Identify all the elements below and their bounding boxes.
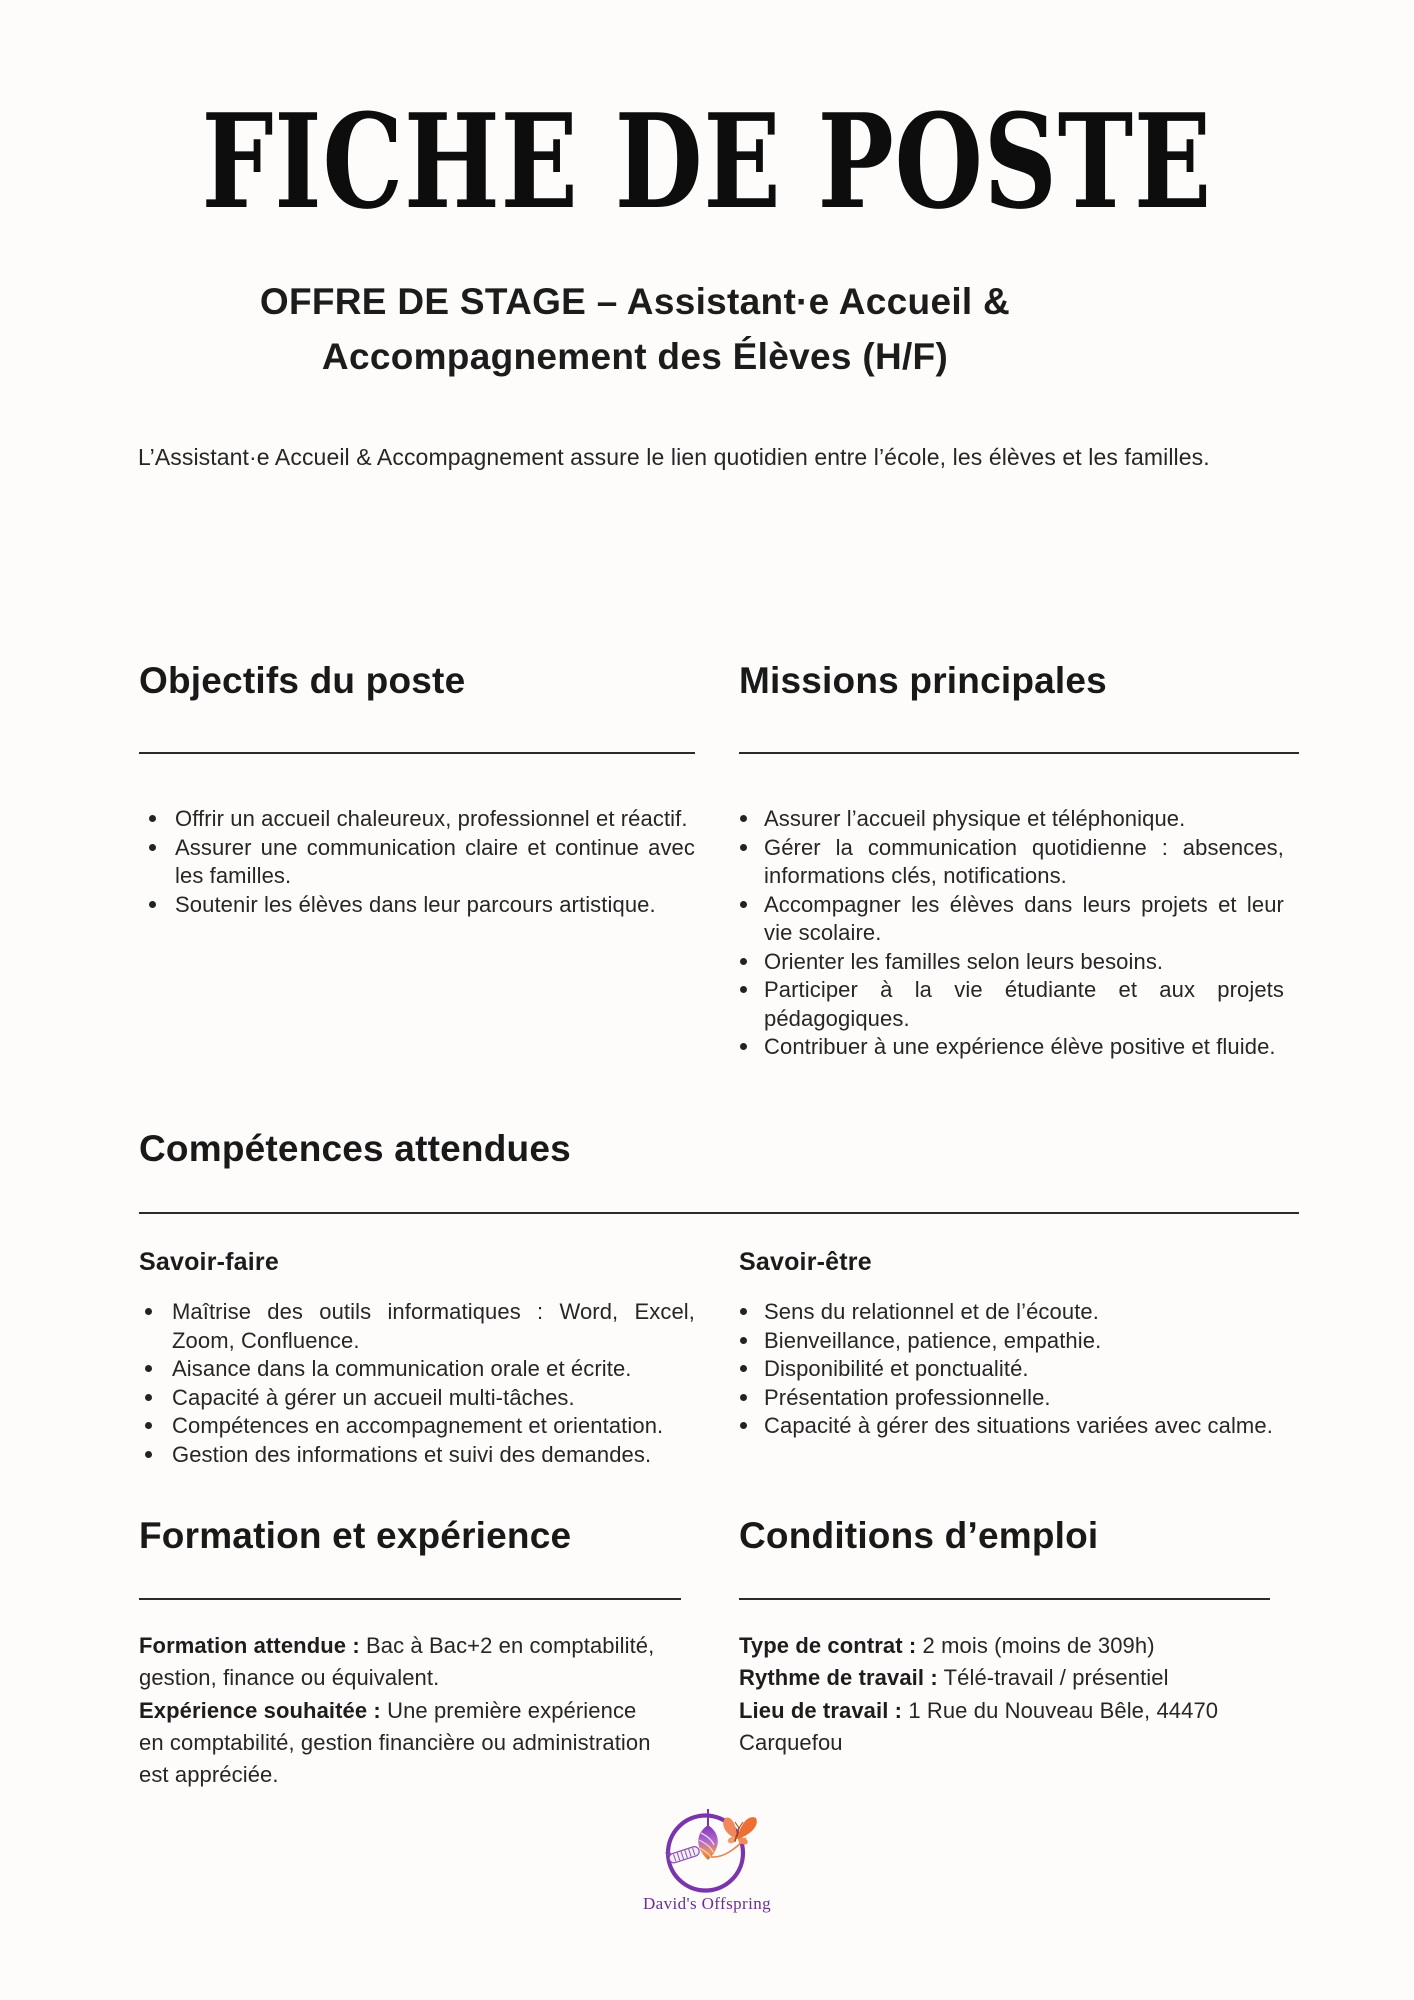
subtitle-line-2: Accompagnement des Élèves (H/F) <box>321 336 949 377</box>
savoir-faire-heading: Savoir-faire <box>139 1248 279 1276</box>
conditions-item <box>739 1630 1264 1662</box>
formation-item <box>139 1695 659 1792</box>
section-divider <box>739 1598 1270 1600</box>
bullet-item: Aisance dans la communication orale et écrite. <box>139 1355 695 1384</box>
section-missions <box>739 659 1299 1062</box>
formation-text-block <box>139 1630 659 1791</box>
subsection-savoir-etre <box>739 1247 1299 1441</box>
bullet-item: Capacité à gérer des situations variées avec calme. <box>739 1412 1299 1441</box>
conditions-item <box>739 1662 1264 1694</box>
bullet-item: Sens du relationnel et de l’écoute. <box>739 1298 1299 1327</box>
savoir-faire-bullet-list <box>139 1298 695 1469</box>
section-conditions <box>739 1514 1270 1759</box>
formation-item-label: Expérience souhaitée : <box>139 1697 381 1723</box>
conditions-item-label: Rythme de travail : <box>739 1665 938 1691</box>
conditions-item-text: 1 Rue du Nouveau Bêle, 44470 Carquefou <box>739 1697 1219 1755</box>
section-missions-heading: Missions principales <box>739 660 1107 701</box>
section-objectifs-heading: Objectifs du poste <box>139 660 466 701</box>
page-title <box>0 85 1414 238</box>
butterfly-icon <box>723 1817 757 1846</box>
section-formation-heading: Formation et expérience <box>139 1515 572 1556</box>
section-divider <box>139 1598 681 1600</box>
bullet-item: Contribuer à une expérience élève positive et fluide. <box>739 1033 1299 1062</box>
bullet-item: Maîtrise des outils informatiques : Word, Excel, Zoom, Confluence. <box>139 1298 695 1355</box>
bullet-item: Présentation professionnelle. <box>739 1384 1299 1413</box>
section-formation <box>139 1514 681 1791</box>
bullet-item: Offrir un accueil chaleureux, professionnel et réactif. <box>139 805 695 834</box>
section-divider <box>739 752 1299 754</box>
bullet-item: Assurer une communication claire et continue avec les familles. <box>139 834 695 891</box>
bullet-item: Capacité à gérer un accueil multi-tâches. <box>139 1384 695 1413</box>
savoir-etre-bullet-list <box>739 1298 1299 1441</box>
missions-bullet-list <box>739 805 1299 1062</box>
conditions-item-label: Type de contrat : <box>739 1633 917 1658</box>
savoir-etre-heading: Savoir-être <box>739 1248 872 1276</box>
bullet-item: Gérer la communication quotidienne : absences, informations clés, notifications. <box>739 834 1299 891</box>
logo-wordmark: David's Offspring <box>642 1894 772 1913</box>
intro-paragraph: L’Assistant·e Accueil & Accompagnement assure le lien quotidien entre l’école, les élèves et les familles. <box>138 444 1210 470</box>
conditions-item-text: 2 mois (moins de 309h) <box>922 1633 1155 1658</box>
section-competences <box>139 1127 1299 1467</box>
subsection-savoir-faire <box>139 1247 695 1469</box>
bullet-item: Disponibilité et ponctualité. <box>739 1355 1299 1384</box>
section-competences-heading: Compétences attendues <box>139 1128 571 1169</box>
bullet-item: Participer à la vie étudiante et aux projets pédagogiques. <box>739 976 1299 1033</box>
conditions-item-text: Télé-travail / présentiel <box>943 1665 1169 1691</box>
section-objectifs <box>139 659 695 919</box>
page-title-text: FICHE DE POSTE <box>201 85 1213 238</box>
formation-item-text: Bac à Bac+2 en comptabilité, gestion, finance ou équivalent. <box>139 1633 655 1691</box>
bullet-item: Compétences en accompagnement et orientation. <box>139 1412 695 1441</box>
section-divider <box>139 752 695 754</box>
footer-logo <box>627 1799 787 1914</box>
conditions-item <box>739 1695 1264 1760</box>
bullet-item: Bienveillance, patience, empathie. <box>739 1327 1299 1356</box>
company-logo-icon <box>627 1799 787 1893</box>
bullet-item: Gestion des informations et suivi des demandes. <box>139 1441 695 1470</box>
formation-item-label: Formation attendue : <box>139 1633 360 1658</box>
bullet-item: Assurer l’accueil physique et téléphonique. <box>739 805 1299 834</box>
formation-item-text: Une première expérience en comptabilité, gestion financière ou administration est appréciée. <box>139 1697 651 1788</box>
conditions-item-label: Lieu de travail : <box>739 1697 903 1723</box>
formation-item <box>139 1630 659 1695</box>
section-divider <box>139 1212 1299 1214</box>
bullet-item: Orienter les familles selon leurs besoins. <box>739 948 1299 977</box>
bullet-item: Soutenir les élèves dans leur parcours artistique. <box>139 891 695 920</box>
conditions-text-block <box>739 1630 1264 1759</box>
bullet-item: Accompagner les élèves dans leurs projets et leur vie scolaire. <box>739 891 1299 948</box>
objectifs-bullet-list <box>139 805 695 919</box>
subtitle-line-1: OFFRE DE STAGE – Assistant·e Accueil & <box>259 281 1011 322</box>
section-conditions-heading: Conditions d’emploi <box>739 1515 1099 1556</box>
page-subtitle <box>105 274 1165 384</box>
